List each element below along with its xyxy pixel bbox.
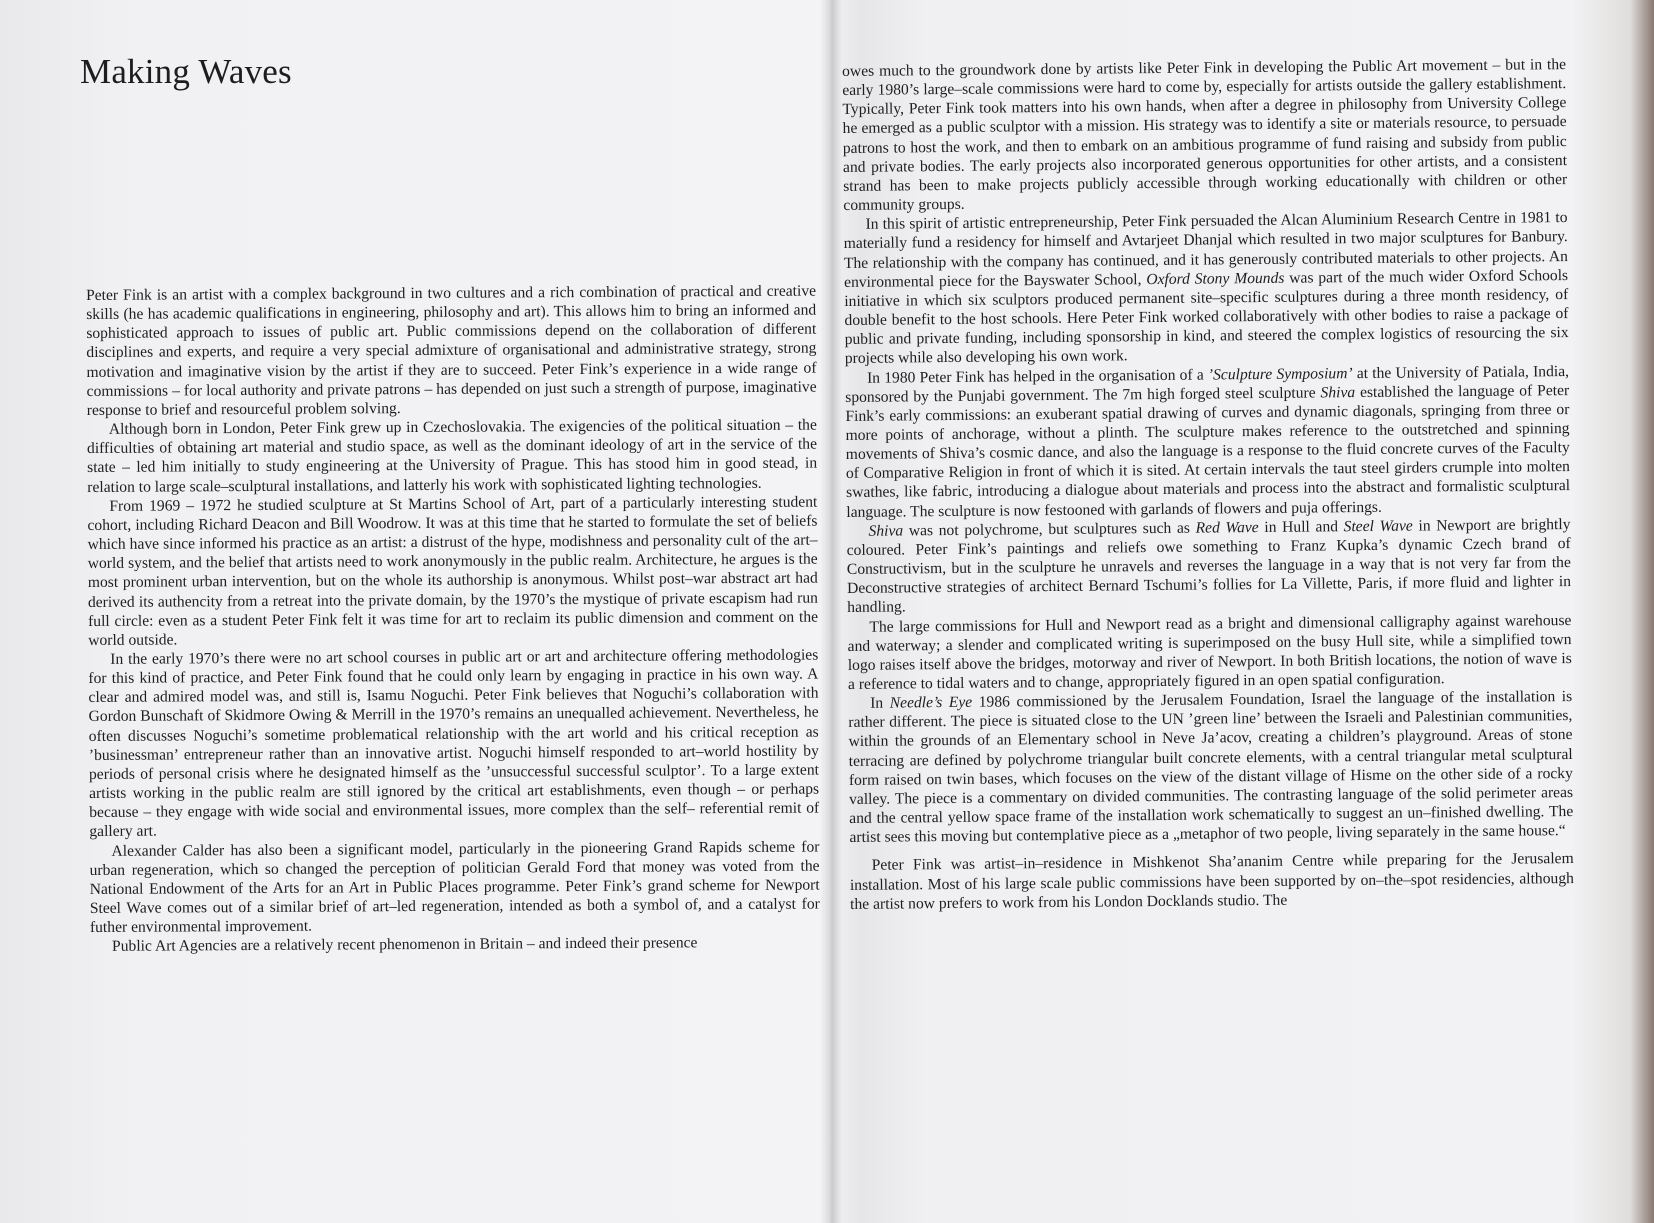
text-run: established the language of Peter Fink’s early commissions: an exuberant spatial drawing of curves and dynamic diagonals, springing from three or more points of anchorage, without a plinth. The sculpture makes reference to the outstretched and spinning movements of Shiva’s cosmic dance, and also the language is a response to the fluid concrete curves of the Faculty of Comparative Religion in front of which it is sited. At certain intervals the taut steel girders crumple into molten swathes, like fabric, introducing a dialogue about materials and process into the abstract and formalistic sculptural language. The sculpture is now festooned with garlands of flowers and puja offerings.: [845, 381, 1571, 521]
paragraph: [845, 362, 1570, 522]
page-edge-shadow: [1630, 0, 1654, 1223]
book-gutter: [820, 0, 842, 1223]
right-page-text: [842, 55, 1574, 914]
paragraph: From 1969 – 1972 he studied sculpture at St Martins School of Art, part of a particularly interesting student cohort, including Richard Deacon and Bill Woodrow. It was at this time that he started to formulate the set of beliefs which have since informed his practice as an artist: a distrust of the hype, modishness and personality cult of the art–world system, and the belief that artists need to work anonymously in the public realm. Architecture, he argues is the most prominent urban intervention, but on the whole its authorship is anonymous. Whilst post–war abstract art had derived its authencity from a retreat into the private domain, by the 1970’s the mystique of private escapism had run full circle: even as a student Peter Fink felt it was time for art to reclaim its public dimension and comment on the world outside.: [87, 493, 819, 649]
artwork-title: Oxford Stony Mounds: [1146, 269, 1285, 288]
paragraph: The large commissions for Hull and Newport read as a bright and dimensional calligraphy against warehouse and waterway; a slender and complicated writing is superimposed on the busy Hull site, while a simplified town logo raises itself above the bridges, motorway and river of Newport. In both British locations, the notion of wave is a reference to tidal waters and to change, appropriately figured in an open spatial configuration.: [847, 611, 1572, 693]
paragraph: Peter Fink was artist–in–residence in Mishkenot Sha’ananim Centre while preparing for the Jerusalem installation. Most of his large scale public commissions have been supported by on–the–spot residencies, although the artist now prefers to work from his London Docklands studio. The: [849, 850, 1574, 913]
text-run: was not polychrome, but sculptures such as: [903, 519, 1196, 540]
artwork-title: Shiva: [1320, 383, 1356, 402]
paragraph: Alexander Calder has also been a significant model, particularly in the pioneering Grand Rapids scheme for urban regeneration, which so changed the perception of politician Gerald Ford that money was voted from the National Endowment of the Arts for an Art in Public Places programme. Peter Fink’s grand scheme for Newport Steel Wave comes out of a similar brief of art–led regeneration, intended as both a symbol of, and a catalyst for futher environmental improvement.: [89, 838, 820, 937]
paragraph: Although born in London, Peter Fink grew up in Czechoslovakia. The exigencies of the political situation – the difficulties of obtaining art material and studio space, as well as the dominant ideology of art in the service of the state – led him initially to study engineering at the University of Prague. This has stood him in good stead, in relation to large scale–sculptural installations, and latterly his work with sophisticated lighting technologies.: [86, 416, 818, 496]
paragraph: In the early 1970’s there were no art school courses in public art or art and architecture offering methodologies for this kind of practice, and Peter Fink found that he could only learn by engaging in practice in his own way. A clear and admired model was, and still is, Isamu Noguchi. Peter Fink believes that Noguchi’s collaboration with Gordon Bunschaft of Skidmore Owing & Merrill in the 1970’s remains an unequalled achievement. Nevertheless, he often discusses Noguchi’s sometime problematical relationship with the art world and his critical reception as ’businessman’ entrepreneur rather than an innovative artist. Noguchi himself responded to art–world hostility by periods of personal crisis where he designated himself as the ’unsuccessful successful sculptor’. To a large extent artists working in the public realm are still ignored by the critical art establishments, even though – or perhaps because – they engage with wide social and environmental issues, more complex than the self– referential remit of gallery art.: [88, 646, 820, 841]
text-run: was part of the much wider Oxford Schools initiative in which six sculptors produced permanent site–specific sculptures during a three month residency, of double benefit to the host schools. Here Peter Fink worked collaboratively with other bodies to raise a package of public and private funding, including sponsorship in kind, and steered the complex logistics of resourcing the six projects while also developing his own work.: [844, 266, 1569, 368]
text-run: In this spirit of artistic entrepreneurship, Peter Fink persuaded the Alcan Aluminium Research Centre in 1981 to materially fund a residency for himself and Avtarjeet Dhanjal which resulted in two major sculptures for Banbury. The relationship with the company has continued, and it has generously contributed materials to other projects. An environmental piece for the Bayswater School,: [843, 209, 1568, 291]
text-run: at the University of Patiala, India, sponsored by the Punjabi government. The 7m high forged steel sculpture: [845, 362, 1570, 406]
artwork-title: Needle’s Eye: [889, 693, 973, 712]
text-run: In: [870, 694, 890, 712]
paragraph: [843, 208, 1568, 368]
paragraph: Peter Fink is an artist with a complex background in two cultures and a rich combination of practical and creative skills (he has academic qualifications in engineering, philosophy and art). This allows him to bring an informed and sophisticated approach to issues of public art. Public commissions depend on the collaboration of different disciplines and experts, and require a very special admixture of organisational and administrative strategy, strong motivation and imaginative vision by the artist if they are to succeed. Peter Fink’s experience in a wide range of commissions – for local authority and private patrons – has depended on just such a strength of purpose, imaginative response to brief and resourceful problem solving.: [86, 282, 817, 419]
paragraph: Public Art Agencies are a relatively recent phenomenon in Britain – and indeed their presence: [111, 934, 698, 956]
text-run: 1986 commissioned by the Jerusalem Foundation, Israel the language of the installation is rather different. The piece is situated close to the UN ’green line’ between the Israeli and Palestinian communities, within the grounds of an Elementary school in Neve Ja’acov, creating a children’s playground. Areas of stone terracing are defined by polychrome triangular built concrete elements, with a central triangular metal sculptural form raised on twin bases, which focuses on the view of the distant village of Hisme on the other side of a rocky valley. The piece is a commentary on divided communities. The contrasting language of the solid perimeter areas and the central yellow space frame of the installation work schematically to suggest an un–finished dwelling. The artist sees this moving but contemplative piece as a „metaphor of two people, living separately in the same house.“: [848, 688, 1574, 847]
text-run: in Hull and: [1258, 517, 1344, 536]
artwork-title: Shiva: [868, 522, 904, 540]
page-title: Making Waves: [80, 52, 292, 91]
paragraph: owes much to the groundwork done by artists like Peter Fink in developing the Public Art movement – but in the early 1980’s large–scale commissions were hard to come by, especially for artists outside the gallery establishment. Typically, Peter Fink took matters into his own hands, when after a degree in philosophy from University College he emerged as a public sculptor with a mission. His strategy was to identify a site or materials resource, to persuade patrons to host the work, and then to embark on an ambitious programme of fund raising and subsidy from public and private bodies. The early projects also incorporated generous opportunities for other artists, and a consistent strand has been to make projects publicly accessible through working educationally with children or other community groups.: [842, 56, 1568, 215]
paragraph: [848, 687, 1573, 847]
event-title: ’Sculpture Symposium’: [1207, 364, 1353, 384]
paragraph: [846, 515, 1571, 618]
artwork-title: Red Wave: [1195, 518, 1259, 537]
artwork-title: Steel Wave: [1343, 517, 1413, 535]
text-run: in Newport are brightly coloured. Peter Fink’s paintings and reliefs owe something to Franz Kupka’s dynamic Czech brand of Constructivism, but in the sculpture he unravels and reverses the language in a way that is not very far from the Deconstructive strategies of architect Bernard Tschumi’s follies for La Villette, Paris, if more fluid and lighter in handling.: [846, 515, 1572, 617]
left-page-text: [86, 282, 820, 957]
text-run: In 1980 Peter Fink has helped in the organisation of a: [866, 366, 1208, 387]
